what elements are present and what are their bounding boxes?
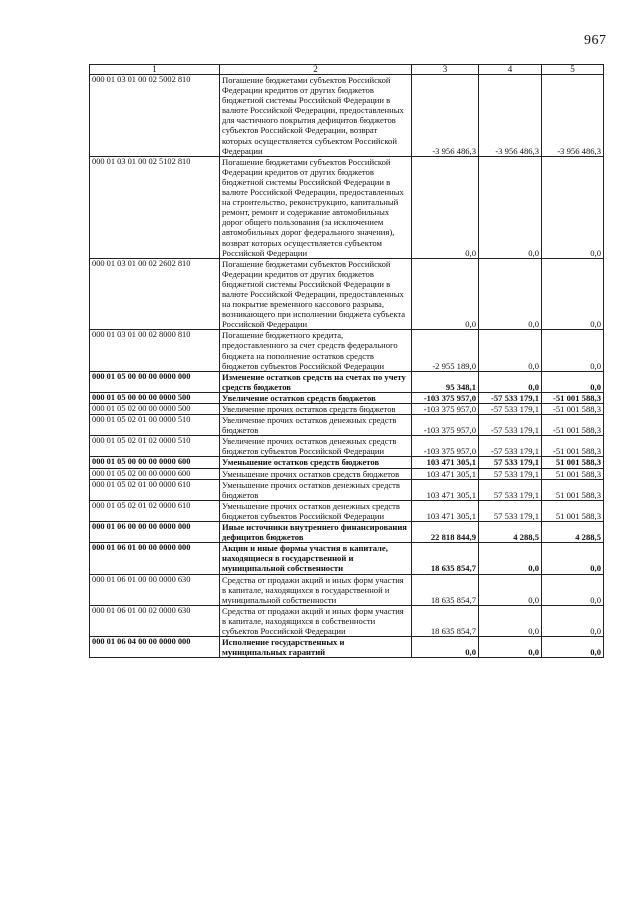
- row-name-cell: Изменение остатков средств на счетах по учету средств бюджетов: [220, 371, 412, 392]
- table-row: [90, 574, 604, 605]
- row-value-col5: 0,0: [542, 371, 604, 392]
- row-name-cell: Уменьшение остатков средств бюджетов: [220, 457, 412, 468]
- row-value-col3: -3 956 486,3: [412, 75, 479, 157]
- row-code-cell: 000 01 05 02 01 00 0000 610: [90, 479, 220, 500]
- row-name-cell: Погашение бюджетами субъектов Российской Федерации кредитов от других бюджетов бюджетной системы Российской Федерации в валюте Российской Федерации, предоставленных на строительство, реконструкцию, капитальный ремонт, ремонт и содержание автомобильных дорог общего пользования (за исключением автомобильных дорог федерального значения), возврат которых осуществляется субъектом Российской Федерации: [220, 156, 412, 258]
- row-value-col4: 57 533 179,1: [479, 457, 542, 468]
- row-value-col3: 0,0: [412, 637, 479, 658]
- row-value-col3: -103 375 957,0: [412, 415, 479, 436]
- row-value-col4: 57 533 179,1: [479, 468, 542, 479]
- row-value-col5: 0,0: [542, 258, 604, 330]
- row-name-cell: Уменьшение прочих остатков денежных средств бюджетов: [220, 479, 412, 500]
- row-code-cell: 000 01 06 00 00 00 0000 000: [90, 522, 220, 543]
- row-name-cell: Средства от продажи акций и иных форм участия в капитале, находящихся в государственной и муниципальной собственности: [220, 574, 412, 605]
- row-code-cell: 000 01 05 00 00 00 0000 600: [90, 457, 220, 468]
- row-value-col3: -103 375 957,0: [412, 404, 479, 415]
- row-code-cell: 000 01 06 04 00 00 0000 000: [90, 637, 220, 658]
- page-number: 967: [584, 33, 607, 48]
- row-value-col5: 0,0: [542, 637, 604, 658]
- row-value-col4: 4 288,5: [479, 522, 542, 543]
- row-code-cell: 000 01 03 01 00 02 5002 810: [90, 75, 220, 157]
- row-name-cell: Уменьшение прочих остатков средств бюджетов: [220, 468, 412, 479]
- row-value-col5: 0,0: [542, 574, 604, 605]
- row-code-cell: 000 01 05 02 00 00 0000 500: [90, 404, 220, 415]
- row-value-col4: 0,0: [479, 330, 542, 371]
- row-code-cell: 000 01 03 01 00 02 8000 810: [90, 330, 220, 371]
- row-value-col4: 0,0: [479, 543, 542, 574]
- table-body: [90, 75, 604, 658]
- table-row: [90, 392, 604, 403]
- row-value-col3: 0,0: [412, 156, 479, 258]
- row-value-col5: -51 001 588,3: [542, 392, 604, 403]
- table-row: [90, 457, 604, 468]
- row-value-col5: 0,0: [542, 543, 604, 574]
- table-row: [90, 415, 604, 436]
- row-value-col5: 51 001 588,3: [542, 457, 604, 468]
- row-value-col3: 0,0: [412, 258, 479, 330]
- row-value-col3: 103 471 305,1: [412, 468, 479, 479]
- row-value-col5: 0,0: [542, 330, 604, 371]
- row-value-col4: 0,0: [479, 371, 542, 392]
- row-value-col4: 0,0: [479, 574, 542, 605]
- table-row: [90, 500, 604, 521]
- row-value-col4: 0,0: [479, 605, 542, 636]
- table-row: [90, 543, 604, 574]
- row-value-col5: 51 001 588,3: [542, 468, 604, 479]
- table-row: [90, 479, 604, 500]
- header-col-4: 4: [479, 65, 542, 75]
- row-value-col5: -51 001 588,3: [542, 436, 604, 457]
- table-row: [90, 404, 604, 415]
- row-code-cell: 000 01 06 01 00 00 0000 630: [90, 574, 220, 605]
- row-name-cell: Иные источники внутреннего финансирования дефицитов бюджетов: [220, 522, 412, 543]
- row-code-cell: 000 01 03 01 00 02 2602 810: [90, 258, 220, 330]
- table-row: [90, 522, 604, 543]
- row-name-cell: Исполнение государственных и муниципальных гарантий: [220, 637, 412, 658]
- row-value-col4: -57 533 179,1: [479, 392, 542, 403]
- table-row: [90, 637, 604, 658]
- row-value-col4: 0,0: [479, 637, 542, 658]
- row-value-col3: -103 375 957,0: [412, 392, 479, 403]
- row-name-cell: Погашение бюджетами субъектов Российской Федерации кредитов от других бюджетов бюджетной системы Российской Федерации в валюте Российской Федерации, предоставленных для частичного покрытия дефицитов бюджетов субъектов Российской Федерации, возврат которых осуществляется субъектом Российской Федерации: [220, 75, 412, 157]
- row-code-cell: 000 01 05 02 00 00 0000 600: [90, 468, 220, 479]
- row-value-col5: 4 288,5: [542, 522, 604, 543]
- table-row: [90, 468, 604, 479]
- table-row: [90, 330, 604, 371]
- row-code-cell: 000 01 05 00 00 00 0000 000: [90, 371, 220, 392]
- table-row: [90, 258, 604, 330]
- row-value-col5: -51 001 588,3: [542, 415, 604, 436]
- header-col-2: 2: [220, 65, 412, 75]
- row-name-cell: Погашение бюджетами субъектов Российской Федерации кредитов от других бюджетов бюджетной системы Российской Федерации в валюте Российской Федерации, предоставленных на покрытие временного кассового разрыва, возникающего при исполнении бюджета субъекта Российской Федерации: [220, 258, 412, 330]
- row-value-col4: -57 533 179,1: [479, 436, 542, 457]
- budget-sources-table: [89, 64, 604, 658]
- row-value-col3: 95 348,1: [412, 371, 479, 392]
- table-header-row: [90, 65, 604, 75]
- header-col-5: 5: [542, 65, 604, 75]
- row-name-cell: Погашение бюджетного кредита, предоставленного за счет средств федерального бюджета на пополнение остатков средств бюджетов субъектов Российской Федерации: [220, 330, 412, 371]
- row-code-cell: 000 01 06 01 00 00 0000 000: [90, 543, 220, 574]
- row-value-col5: 0,0: [542, 156, 604, 258]
- row-value-col4: 0,0: [479, 258, 542, 330]
- row-value-col4: 0,0: [479, 156, 542, 258]
- row-value-col5: 51 001 588,3: [542, 479, 604, 500]
- table-row: [90, 605, 604, 636]
- row-value-col5: 51 001 588,3: [542, 500, 604, 521]
- row-value-col4: 57 533 179,1: [479, 500, 542, 521]
- row-value-col5: -3 956 486,3: [542, 75, 604, 157]
- row-value-col5: -51 001 588,3: [542, 404, 604, 415]
- row-value-col3: 103 471 305,1: [412, 479, 479, 500]
- row-value-col3: 103 471 305,1: [412, 500, 479, 521]
- row-code-cell: 000 01 05 02 01 02 0000 510: [90, 436, 220, 457]
- row-value-col4: -57 533 179,1: [479, 415, 542, 436]
- row-name-cell: Увеличение прочих остатков денежных средств бюджетов: [220, 415, 412, 436]
- header-col-3: 3: [412, 65, 479, 75]
- row-value-col4: 57 533 179,1: [479, 479, 542, 500]
- row-name-cell: Увеличение прочих остатков средств бюджетов: [220, 404, 412, 415]
- row-value-col4: -57 533 179,1: [479, 404, 542, 415]
- row-value-col5: 0,0: [542, 605, 604, 636]
- table-row: [90, 371, 604, 392]
- row-value-col3: 18 635 854,7: [412, 574, 479, 605]
- row-value-col3: 22 818 844,9: [412, 522, 479, 543]
- row-value-col3: 18 635 854,7: [412, 605, 479, 636]
- table-row: [90, 75, 604, 157]
- row-code-cell: 000 01 03 01 00 02 5102 810: [90, 156, 220, 258]
- row-value-col4: -3 956 486,3: [479, 75, 542, 157]
- header-col-1: 1: [90, 65, 220, 75]
- row-name-cell: Средства от продажи акций и иных форм участия в капитале, находящихся в собственности субъектов Российской Федерации: [220, 605, 412, 636]
- table-row: [90, 436, 604, 457]
- row-value-col3: 103 471 305,1: [412, 457, 479, 468]
- row-code-cell: 000 01 05 02 01 02 0000 610: [90, 500, 220, 521]
- row-value-col3: -2 955 189,0: [412, 330, 479, 371]
- table-row: [90, 156, 604, 258]
- row-name-cell: Уменьшение прочих остатков денежных средств бюджетов субъектов Российской Федерации: [220, 500, 412, 521]
- row-code-cell: 000 01 05 02 01 00 0000 510: [90, 415, 220, 436]
- row-name-cell: Увеличение остатков средств бюджетов: [220, 392, 412, 403]
- row-name-cell: Увеличение прочих остатков денежных средств бюджетов субъектов Российской Федерации: [220, 436, 412, 457]
- row-code-cell: 000 01 05 00 00 00 0000 500: [90, 392, 220, 403]
- row-value-col3: -103 375 957,0: [412, 436, 479, 457]
- row-code-cell: 000 01 06 01 00 02 0000 630: [90, 605, 220, 636]
- row-name-cell: Акции и иные формы участия в капитале, находящиеся в государственной и муниципальной собственности: [220, 543, 412, 574]
- row-value-col3: 18 635 854,7: [412, 543, 479, 574]
